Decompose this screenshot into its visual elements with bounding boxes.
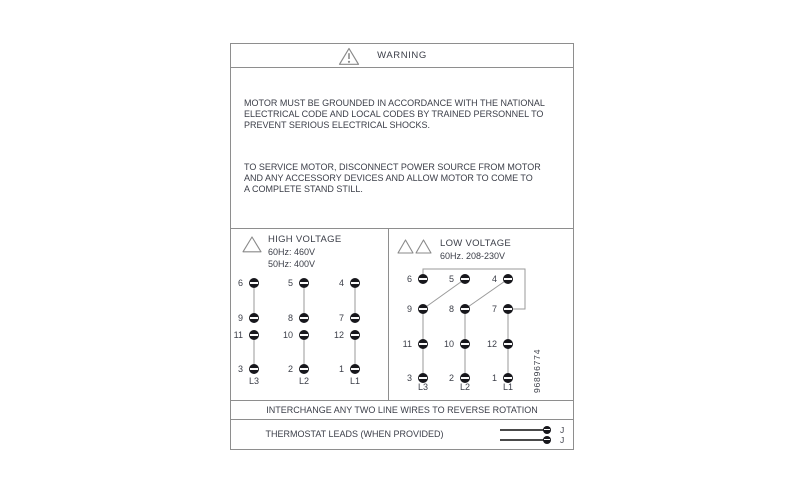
lv-terminal-dot (418, 274, 428, 284)
lv-60hz-rating: 60Hz. 208-230V (440, 251, 506, 261)
reverse-rotation-note: INTERCHANGE ANY TWO LINE WIRES TO REVERSE ROTATION (231, 401, 573, 420)
hv-terminal-number: 11 (233, 330, 243, 340)
hv-terminal-dot (299, 278, 309, 288)
lv-line-label-l3: L3 (417, 382, 428, 392)
lv-terminal-number: 8 (448, 304, 454, 314)
hv-terminal-number: 8 (287, 313, 293, 323)
hv-terminal-number: 3 (237, 364, 243, 374)
lv-terminal-dot (460, 339, 470, 349)
grounding-line-1: MOTOR MUST BE GROUNDED IN ACCORDANCE WITH THE NATIONAL (244, 98, 545, 108)
hv-line-label-l1: L1 (349, 376, 360, 386)
lv-terminal-number: 6 (406, 274, 412, 284)
hv-title: HIGH VOLTAGE (268, 234, 342, 245)
hv-terminal-dot (249, 330, 259, 340)
hv-terminal-number: 7 (338, 313, 344, 323)
lv-terminal-dot (503, 339, 513, 349)
hv-terminal-number: 12 (333, 330, 344, 340)
hv-line-label-l2: L2 (298, 376, 309, 386)
lv-terminal-number: 12 (486, 339, 497, 349)
thermostat-row (231, 420, 573, 450)
motor-warning-label (230, 43, 574, 450)
hv-50hz-rating: 50Hz: 400V (268, 259, 316, 269)
lv-terminal-number: 10 (443, 339, 454, 349)
service-line-1: TO SERVICE MOTOR, DISCONNECT POWER SOURCE FROM MOTOR (244, 162, 541, 172)
warning-title: WARNING (377, 50, 427, 61)
hv-terminal-dot (249, 364, 259, 374)
lv-terminal-number: 7 (491, 304, 497, 314)
hv-terminal-number: 4 (338, 278, 344, 288)
lv-terminal-number: 11 (402, 339, 412, 349)
lv-terminal-number: 1 (491, 373, 497, 383)
lv-terminal-dot (418, 339, 428, 349)
lv-line-label-l2: L2 (459, 382, 470, 392)
lv-terminal-number: 4 (491, 274, 497, 284)
lv-terminal-number: 5 (448, 274, 454, 284)
service-line-2: AND ANY ACCESSORY DEVICES AND ALLOW MOTOR TO COME TO (244, 173, 533, 183)
hv-terminal-number: 1 (338, 364, 344, 374)
lv-terminal-dot (503, 304, 513, 314)
lv-terminal-dot (418, 304, 428, 314)
hv-terminal-dot (249, 313, 259, 323)
hv-terminal-number: 10 (282, 330, 293, 340)
lv-terminal-number: 2 (448, 373, 454, 383)
high-voltage-section (231, 229, 389, 400)
hv-terminal-number: 5 (287, 278, 293, 288)
warning-header (231, 44, 573, 68)
hv-terminal-number: 9 (237, 313, 243, 323)
lv-terminal-number: 9 (406, 304, 412, 314)
lv-line-label-l1: L1 (502, 382, 513, 392)
grounding-line-2: ELECTRICAL CODE AND LOCAL CODES BY TRAINED PERSONNEL TO (244, 109, 544, 119)
wiring-diagrams (231, 229, 573, 401)
lv-terminal-dot (503, 274, 513, 284)
low-voltage-section (389, 229, 573, 400)
hv-60hz-rating: 60Hz: 460V (268, 247, 316, 257)
part-number: 96896774 (532, 348, 542, 393)
lead-label: J (560, 435, 565, 445)
notice-text-area (231, 68, 573, 229)
lead-terminal-dot (543, 426, 551, 434)
hv-terminal-dot (299, 364, 309, 374)
hv-terminal-number: 6 (237, 278, 243, 288)
hv-terminal-dot (350, 278, 360, 288)
hv-terminal-dot (350, 313, 360, 323)
lv-terminal-dot (460, 274, 470, 284)
grounding-notice (244, 98, 562, 131)
lv-terminal-number: 3 (406, 373, 412, 383)
grounding-line-3: PREVENT SERIOUS ELECTRICAL SHOCKS. (244, 120, 431, 130)
thermostat-note: THERMOSTAT LEADS (WHEN PROVIDED) (265, 429, 444, 439)
lead-label: J (560, 425, 565, 435)
lv-title: LOW VOLTAGE (440, 238, 512, 249)
hv-terminal-number: 2 (287, 364, 293, 374)
thermostat-lead (500, 435, 568, 445)
hv-terminal-dot (299, 313, 309, 323)
hv-line-label-l3: L3 (248, 376, 259, 386)
thermostat-lead (500, 425, 568, 435)
service-line-3: A COMPLETE STAND STILL. (244, 184, 363, 194)
thermostat-leads (500, 425, 568, 445)
hv-terminal-dot (249, 278, 259, 288)
lv-terminal-dot (460, 304, 470, 314)
lead-wire (500, 429, 544, 431)
hv-terminal-dot (350, 364, 360, 374)
hv-terminal-dot (350, 330, 360, 340)
lead-terminal-dot (543, 436, 551, 444)
service-notice (244, 162, 562, 195)
hv-terminal-dot (299, 330, 309, 340)
lead-wire (500, 439, 544, 441)
